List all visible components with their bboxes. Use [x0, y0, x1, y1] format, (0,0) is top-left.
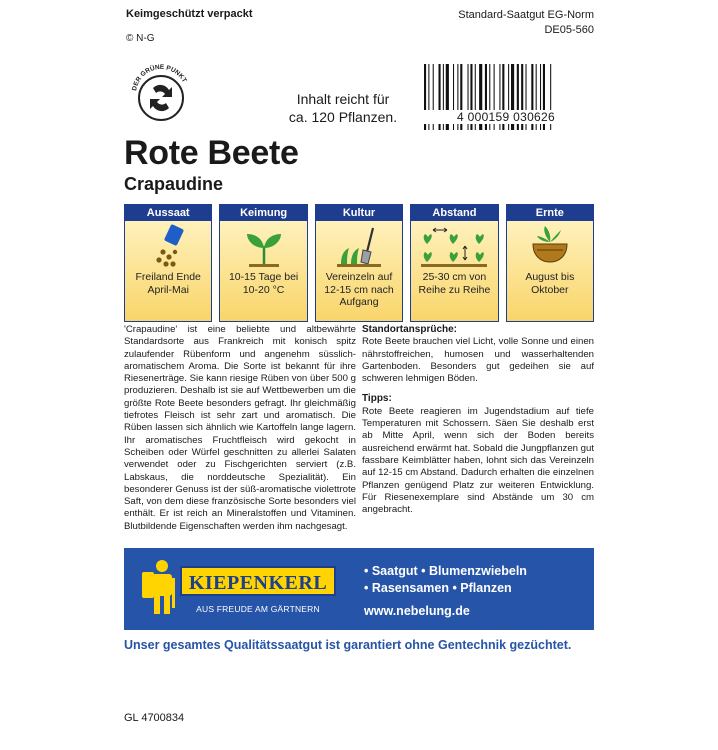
panel-head: Kultur — [316, 205, 402, 221]
norm-line: Standard-Saatgut EG-Norm — [458, 9, 594, 21]
panel-text: 10-15 Tage bei 10-20 °C — [228, 271, 299, 296]
brand-logo: KIEPENKERL — [180, 566, 336, 596]
panel-head: Keimung — [220, 205, 306, 221]
panel-head: Aussaat — [125, 205, 211, 221]
tipps-text: Rote Beete reagieren im Jugendstadium auf tiefe Temperaturen mit Schossern. Säen Sie deshalb erst ab Mitte April, wenn sich der Boden bereits ausreichend erwärmt hat. Sobald die Jungpflanzen gut fassbare Keimblätter haben, lohnt sich das Vereinzeln auf 12-15 cm Abstand. Dadurch erhalten die einzelnen Pflanzen genügend Platz zur weiteren Entwicklung. Für Riesenexemplare sind Abstände um 30 cm angebracht. — [362, 405, 594, 516]
spacing-icon — [419, 224, 489, 268]
product-title: Rote Beete — [124, 134, 299, 172]
content-line-1: Inhalt reicht für — [296, 91, 390, 107]
gentech-statement: Unser gesamtes Qualitätssaatgut ist garantiert ohne Gentechnik gezüchtet. — [124, 638, 572, 652]
gruener-punkt-logo — [124, 58, 198, 132]
description-text: 'Crapaudine' ist eine beliebte und altbewährte Standardsorte aus Frankreich mit konisch spitz zulaufender Rübenform und angenehm süsslich-aromatischem Aroma. Die Sorte ist bekannt für ihre Riesenerträge. Sie kann riesige Rüben von über 500 g produzieren. Deshalb ist sie auf Wettbewerben um die größte Rote Beete besonders gefragt. Ihr gleichmäßig tiefrotes Fleisch ist sehr zart und aromatisch. Die Rüben lassen sich ähnlich wie Kartoffeln lange lagern. Ihr aromatisches Fruchtfleisch wird gekocht in Scheiben oder Würfel geschnitten zu allerlei Salaten verwendet oder zu Fischgerichten serviert (z.B. Labskaus, die norddeutsche Spezialität). Ein besonderer Genuss ist der süß-aromatische violettrote Saft, von dem diese französische Sorte besonders viel enthält. Er ist reich an Mineralstoffen und Vitaminen. Blutbildende Eigenschaften werden ihm nachgesagt. — [124, 324, 356, 532]
seed-packet-icon — [145, 224, 191, 268]
panel-head: Ernte — [507, 205, 593, 221]
harvest-bowl-icon — [527, 224, 573, 268]
norm-code: DE05-560 — [544, 24, 594, 36]
seedling-icon — [241, 224, 287, 268]
barcode-number: 4 000159 030626 — [420, 110, 592, 124]
panel-kultur — [315, 204, 403, 322]
panel-text: Freiland Ende April-Mai — [135, 271, 201, 296]
panel-abstand — [410, 204, 498, 322]
standort-text: Rote Beete brauchen viel Licht, volle Sonne und einen nährstoffreichen, humosen und wasserhaltenden Gartenboden. Besonders gut gedeihen sie auf schweren lehmigen Böden. — [362, 336, 594, 385]
gruener-punkt-text: DER GRÜNE PUNKT — [131, 63, 188, 92]
panel-aussaat — [124, 204, 212, 322]
kiepenkerl-mascot-icon — [138, 556, 182, 620]
panel-text: August bis Oktober — [525, 271, 575, 296]
product-range — [364, 563, 527, 597]
brand-tagline: AUS FREUDE AM GÄRTNERN — [196, 604, 320, 614]
panel-text: 25-30 cm von Reihe zu Reihe — [418, 271, 491, 296]
panel-keimung — [219, 204, 307, 322]
standort-heading: Standortansprüche: — [362, 324, 458, 335]
packaging-note: Keimgeschützt verpackt — [126, 8, 253, 20]
panel-head: Abstand — [411, 205, 497, 221]
panel-text: Vereinzeln auf 12-15 cm nach Aufgang — [324, 271, 394, 308]
panel-ernte — [506, 204, 594, 322]
info-column — [362, 324, 594, 524]
product-range-line-2: • Rasensamen • Pflanzen — [364, 581, 512, 595]
product-range-line-1: • Saatgut • Blumenzwiebeln — [364, 564, 527, 578]
product-variety: Crapaudine — [124, 174, 224, 194]
content-line-2: ca. 120 Pflanzen. — [288, 109, 398, 125]
ng-mark: © N-G — [126, 33, 155, 44]
gl-code: GL 4700834 — [124, 712, 185, 724]
description-column — [124, 324, 356, 541]
cultivation-panels — [124, 204, 594, 322]
spade-icon — [333, 224, 385, 268]
content-info — [278, 90, 408, 126]
tipps-heading: Tipps: — [362, 393, 392, 405]
norm-info — [458, 8, 594, 38]
website-link[interactable]: www.nebelung.de — [364, 604, 470, 618]
